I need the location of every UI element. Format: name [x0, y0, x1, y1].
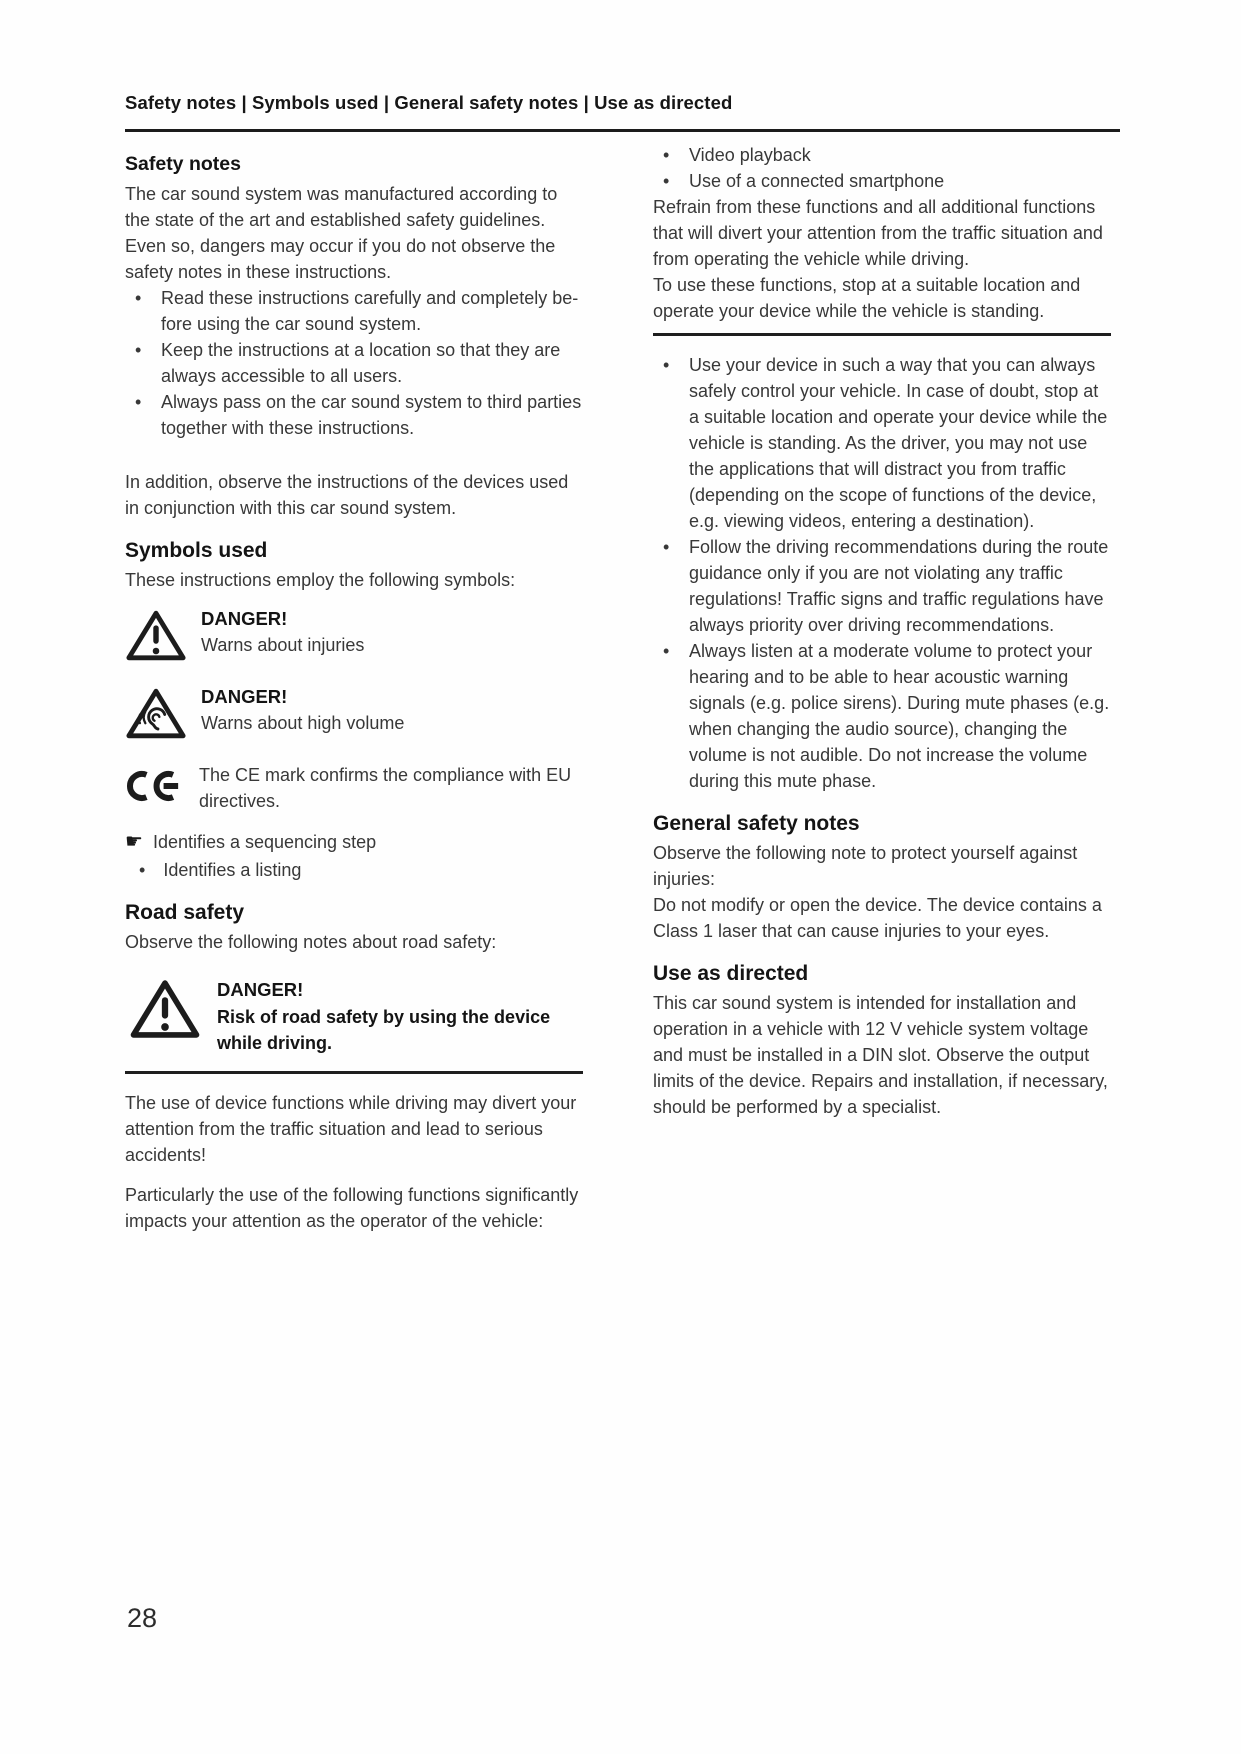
two-column-layout — [125, 142, 1120, 1234]
paragraph: Observe the following notes about road safety: — [125, 932, 497, 952]
paragraph: The car sound system was manufactured according to the state of the art and established safety guidelines. — [125, 184, 558, 230]
section-heading-general-safety-notes: General safety notes — [653, 812, 860, 835]
danger-box-text: Risk of road safety by using the device while driving. — [217, 1007, 551, 1053]
warning-triangle-exclamation-icon — [125, 608, 187, 670]
list-item: • Video playback — [653, 142, 1111, 168]
danger-title: DANGER! — [201, 608, 288, 629]
paragraph: These instructions employ the following symbols: — [125, 570, 516, 590]
distraction-function-list — [653, 142, 1111, 194]
pointing-hand-icon: ☛ — [125, 829, 143, 853]
bullet-icon: • — [139, 860, 146, 880]
symbol-item-listing — [125, 857, 583, 883]
list-item: • Use your device in such a way that you can always safely control your vehicle. In case of doubt, stop at a suitable location and operate your device while the vehicle is standing. As the driver, you may not use the applications that will distract you from traffic (depending on the scope of functions of the device, e.g. viewing videos, entering a destination). — [653, 352, 1111, 534]
symbol-item-danger-injuries — [125, 606, 583, 670]
paragraph: Do not modify or open the device. The device contains a Class 1 laser that can cause injuries to your eyes. — [653, 895, 1102, 941]
list-item: • Follow the driving recommendations during the route guidance only if you are not violating any traffic regulations! Traffic signs and traffic regulations have always priority over driving recommendations. — [653, 534, 1111, 638]
danger-title: DANGER! — [217, 979, 304, 1000]
page-header: Safety notes | Symbols used | General safety notes | Use as directed — [125, 92, 1120, 132]
paragraph: Particularly the use of the following functions significantly impacts your attention as the operator of the vehicle: — [125, 1185, 579, 1231]
section-heading-safety-notes: Safety notes — [125, 153, 241, 175]
paragraph: Observe the following note to protect yourself against injuries: — [653, 843, 1078, 889]
ce-mark-icon — [125, 767, 185, 812]
list-item: • Always listen at a moderate volume to protect your hearing and to be able to hear acoustic warning signals (e.g. police sirens). During mute phases (e.g. when changing the audio source), changing the volume is not audible. Do not increase the volume during this mute phase. — [653, 638, 1111, 794]
right-column — [653, 142, 1111, 1234]
section-heading-use-as-directed: Use as directed — [653, 962, 809, 985]
list-item: • Always pass on the car sound system to third parties together with these instructions. — [125, 389, 583, 441]
paragraph: This car sound system is intended for installation and operation in a vehicle with 12 V vehicle system voltage and must be installed in a DIN slot. Observe the output limits of the device. Repairs and installation, if necessary, should be performed by a specialist. — [653, 993, 1108, 1117]
listing-text: Identifies a listing — [163, 860, 302, 880]
list-item: • Keep the instructions at a location so that they are always accessible to all users. — [125, 337, 583, 389]
paragraph: The use of device functions while driving may divert your attention from the traffic situation and lead to serious accidents! — [125, 1093, 577, 1165]
section-heading-road-safety: Road safety — [125, 901, 245, 924]
ce-mark-text: The CE mark confirms the compliance with EU directives. — [199, 765, 572, 811]
symbol-item-danger-volume — [125, 684, 583, 748]
left-column — [125, 142, 583, 1234]
horizontal-rule — [653, 333, 1111, 336]
warning-triangle-exclamation-icon — [129, 977, 201, 1048]
list-item: • Read these instructions carefully and completely be-fore using the car sound system. — [125, 285, 583, 337]
paragraph: Refrain from these functions and all additional functions that will divert your attention from the traffic situation and from operating the vehicle while driving. — [653, 197, 1103, 269]
paragraph: Even so, dangers may occur if you do not observe the safety notes in these instructions. — [125, 236, 556, 282]
horizontal-rule — [125, 1071, 583, 1074]
sequencing-step-text: Identifies a sequencing step — [152, 832, 377, 852]
symbol-item-sequencing-step — [125, 828, 583, 855]
symbol-item-ce-mark — [125, 762, 583, 814]
paragraph: To use these functions, stop at a suitable location and operate your device while the vehicle is standing. — [653, 275, 1081, 321]
page-content — [125, 92, 1120, 1234]
road-safety-danger-box — [125, 975, 583, 1056]
danger-text: Warns about injuries — [201, 635, 365, 655]
danger-text: Warns about high volume — [201, 713, 405, 733]
paragraph: In addition, observe the instructions of the devices used in conjunction with this car sound system. — [125, 472, 569, 518]
list-item: • Use of a connected smartphone — [653, 168, 1111, 194]
danger-title: DANGER! — [201, 686, 288, 707]
driving-notes-list — [653, 352, 1111, 794]
section-heading-symbols-used: Symbols used — [125, 539, 268, 562]
page-number: 28 — [127, 1603, 158, 1633]
warning-triangle-ear-icon — [125, 686, 187, 748]
safety-bullet-list — [125, 285, 583, 441]
